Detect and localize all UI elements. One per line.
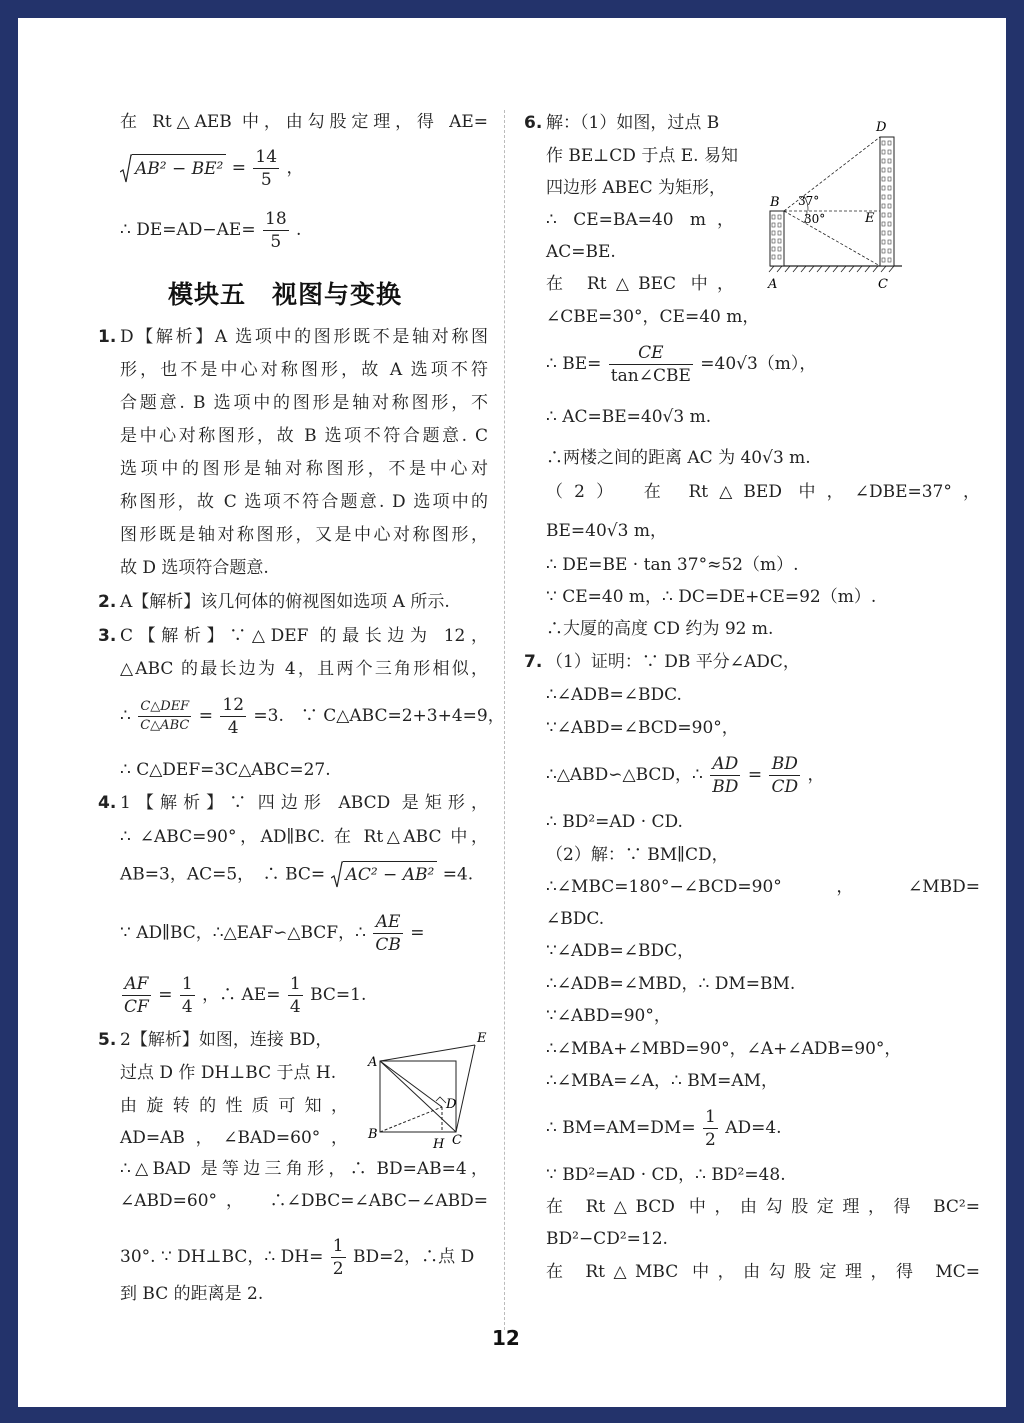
text: =3. ∵ C△ABC=2+3+4=9， [253, 706, 505, 726]
q6-line-8 [546, 342, 816, 387]
numerator: AE [373, 911, 403, 934]
fraction [122, 973, 151, 1018]
q1-line-1: D【解析】A 选项中的图形既不是轴对称图 [120, 327, 488, 347]
numerator: 1 [181, 974, 193, 994]
denominator: tan∠CBE [610, 366, 691, 386]
q7-line-1: （1）证明：∵ DB 平分∠ADC， [546, 652, 800, 672]
q7-line-9: ∵∠ADB=∠BDC， [546, 941, 695, 961]
q7-line-17: BD²−CD²=12. [546, 1229, 668, 1249]
numerator: BD [769, 753, 800, 776]
q6-line-6: 在 Rt△BEC 中， [546, 274, 734, 294]
numerator: 12 [222, 695, 245, 715]
numerator: 1 [332, 1236, 344, 1256]
denominator: 2 [704, 1130, 716, 1150]
q5-line-1: 2【解析】如图，连接 BD， [120, 1030, 333, 1050]
equals: = [747, 765, 763, 785]
page [18, 18, 1006, 1407]
text: ∴ BE= [546, 354, 602, 374]
q7-line-8: ∠BDC. [546, 909, 605, 929]
q7-line-2: ∴∠ADB=∠BDC. [546, 685, 682, 705]
text: 30°. ∵ DH⊥BC，∴ DH= [120, 1247, 324, 1267]
text: ，∴ AE= [202, 985, 281, 1005]
label-e: E [865, 211, 875, 226]
q1-line-6: 称图形，故 C 选项不符合题意. D 选项中的 [120, 492, 488, 512]
q6-line-3: 四边形 ABEC 为矩形， [546, 178, 726, 198]
q3-line-1: C【解析】∵△DEF 的最长边为 12， [120, 626, 488, 646]
text: AB=3，AC=5， ∴ BC= [120, 864, 326, 885]
q6-line-14: ∵ CE=40 m，∴ DC=DE+CE=92（m）. [546, 587, 877, 607]
equals: = [198, 706, 213, 726]
denominator: 4 [289, 997, 301, 1017]
q-prev-line-3 [120, 208, 301, 253]
sqrt-radicand: AC² − AB² [343, 861, 438, 889]
equals: = [410, 923, 425, 943]
q7-line-14 [546, 1106, 782, 1151]
fraction [138, 698, 191, 735]
denominator: CD [771, 777, 799, 797]
q3-line-2: △ABC 的最长边为 4，且两个三角形相似， [120, 659, 488, 679]
label-a: A [368, 1055, 378, 1070]
numerator: C△DEF [138, 698, 191, 717]
label-c: C [878, 277, 888, 292]
angle-37-label: 37° [798, 194, 820, 208]
q4-number: 4. [98, 793, 117, 813]
numerator: AF [122, 973, 151, 996]
q4-line-1: 1【解析】∵ 四边形 ABCD 是矩形， [120, 793, 488, 813]
q3-number: 3. [98, 626, 117, 646]
text: =4. [442, 864, 474, 885]
text: =40√3（m）， [700, 354, 817, 374]
text: ∵ AD∥BC，∴△EAF∽△BCF，∴ [120, 923, 366, 943]
q6-line-1: 解：（1）如图，过点 B [546, 113, 720, 133]
q5-figure [360, 1024, 496, 1150]
q6-line-4: ∴ CE=BA=40 m， [546, 210, 734, 230]
numerator: 1 [289, 974, 301, 994]
q6-figure [764, 118, 906, 296]
label-d: D [876, 120, 887, 135]
q4-line-5 [120, 973, 366, 1018]
q7-line-15: ∵ BD²=AD · CD，∴ BD²=48. [546, 1165, 786, 1185]
q4-line-2: ∴ ∠ABC=90°，AD∥BC. 在 Rt△ABC 中， [120, 827, 488, 847]
q6-line-15: ∴大厦的高度 CD 约为 92 m. [546, 619, 774, 639]
q6-number: 6. [524, 113, 543, 133]
numerator: 18 [265, 209, 287, 229]
q5-line-5: ∴△BAD 是等边三角形，∴ BD=AB=4， [120, 1159, 488, 1179]
section-heading: 模块五 视图与变换 [168, 280, 403, 309]
denominator: 5 [270, 232, 282, 252]
q6-line-2: 作 BE⊥CD 于点 E. 易知 [546, 146, 738, 166]
q3-line-4: ∴ C△DEF=3C△ABC=27. [120, 760, 331, 780]
fraction [220, 694, 246, 739]
q6-line-5: AC=BE. [546, 242, 616, 262]
q7-line-12: ∴∠MBA+∠MBD=90°，∠A+∠ADB=90°， [546, 1039, 902, 1059]
fraction [609, 342, 693, 387]
q7-line-11: ∵∠ABD=90°， [546, 1006, 671, 1026]
numerator: CE [609, 342, 693, 365]
text: BD=2，∴点 D [352, 1247, 475, 1267]
denominator: 5 [260, 170, 272, 190]
numerator: AD [710, 753, 740, 776]
q-prev-line-2 [120, 146, 303, 191]
text: ∴ [120, 706, 131, 726]
q7-number: 7. [524, 652, 543, 672]
q7-line-3: ∵∠ABD=∠BCD=90°， [546, 718, 739, 738]
fraction [769, 753, 800, 798]
q7-line-4 [546, 753, 825, 798]
q6-line-9: ∴ AC=BE=40√3 m. [546, 407, 712, 427]
q1-line-5: 选项中的图形是轴对称图形，不是中心对 [120, 459, 488, 479]
q4-line-3 [120, 861, 473, 889]
label-b: B [770, 195, 780, 210]
q6-line-13: ∴ DE=BE · tan 37°≈52（m）. [546, 555, 799, 575]
q7-line-5: ∴ BD²=AD · CD. [546, 812, 683, 832]
q5-line-7 [120, 1235, 474, 1280]
page-number: 12 [492, 1326, 520, 1350]
q2-line-1: A【解析】该几何体的俯视图如选项 A 所示. [120, 592, 450, 612]
text: ∴ DE=AD−AE= [120, 220, 256, 240]
q7-line-7: ∴∠MBC=180°−∠BCD=90°，∠MBD= [546, 877, 980, 897]
punct: ， [807, 765, 825, 785]
q7-line-16: 在 Rt△BCD 中，由勾股定理，得 BC²= [546, 1197, 980, 1217]
fraction [373, 911, 403, 956]
text: ∴ BM=AM=DM= [546, 1118, 696, 1138]
angle-30-label: 30° [804, 212, 826, 226]
q7-line-18: 在 Rt△MBC 中，由勾股定理，得 MC= [546, 1262, 980, 1282]
fraction [710, 753, 740, 798]
q4-line-4 [120, 911, 424, 956]
q7-line-6: （2）解：∵ BM∥CD， [546, 845, 729, 865]
label-b: B [368, 1127, 378, 1142]
denominator: CB [375, 935, 401, 955]
q5-line-3: 由旋转的性质可知， [120, 1096, 348, 1116]
sqrt-sign-icon [331, 861, 343, 889]
sqrt-radicand: AB² − BE² [132, 154, 226, 184]
fraction [253, 146, 279, 191]
punct: . [296, 220, 302, 240]
sqrt-expression [120, 154, 226, 184]
q6-line-11: （2） 在 Rt△BED 中，∠DBE=37°， [546, 482, 980, 502]
numerator: 14 [255, 147, 278, 167]
q1-line-3: 合题意. B 选项中的图形是轴对称图形，不 [120, 393, 488, 413]
fraction [331, 1235, 346, 1280]
q7-line-13: ∴∠MBA=∠A，∴ BM=AM， [546, 1071, 779, 1091]
q1-line-4: 是中心对称图形，故 B 选项不符合题意. C [120, 426, 488, 446]
sqrt-expression [331, 861, 438, 889]
q7-line-10: ∴∠ADB=∠MBD，∴ DM=BM. [546, 974, 796, 994]
q-prev-line-1: 在 Rt△AEB 中，由勾股定理，得 AE= [120, 112, 488, 132]
label-d: D [446, 1097, 457, 1112]
q6-line-10: ∴两楼之间的距离 AC 为 40√3 m. [546, 448, 811, 468]
denominator: C△ABC [140, 718, 190, 733]
sqrt-sign-icon [120, 154, 132, 184]
label-c: C [452, 1133, 462, 1148]
text: ∴△ABD∽△BCD，∴ [546, 765, 703, 785]
numerator: 1 [704, 1107, 716, 1127]
q1-number: 1. [98, 327, 117, 347]
text: AD=4. [725, 1118, 782, 1138]
q2-number: 2. [98, 592, 117, 612]
q1-line-7: 图形既是轴对称图形，又是中心对称图形， [120, 525, 488, 545]
label-a: A [768, 277, 778, 292]
fraction [288, 973, 303, 1018]
label-h: H [433, 1137, 445, 1150]
text: BC=1. [310, 985, 367, 1005]
denominator: CF [124, 997, 149, 1017]
q6-line-7: ∠CBE=30°，CE=40 m， [546, 307, 760, 327]
q5-number: 5. [98, 1030, 117, 1050]
q6-line-12: BE=40√3 m， [546, 521, 667, 541]
equals: = [231, 158, 247, 178]
q5-line-2: 过点 D 作 DH⊥BC 于点 H. [120, 1063, 337, 1083]
denominator: BD [712, 777, 739, 797]
q5-line-6: ∠ABD=60°， ∴∠DBC=∠ABC−∠ABD= [120, 1191, 488, 1211]
denominator: 4 [227, 718, 239, 738]
fraction [703, 1106, 718, 1151]
punct: ， [286, 158, 304, 178]
denominator: 2 [332, 1259, 344, 1279]
equals: = [158, 985, 173, 1005]
fraction [263, 208, 289, 253]
fraction [180, 973, 195, 1018]
q5-line-8: 到 BC 的距离是 2. [120, 1284, 264, 1304]
q1-line-8: 故 D 选项符合题意. [120, 558, 269, 578]
q3-line-3 [120, 694, 505, 739]
q1-line-2: 形，也不是中心对称图形，故 A 选项不符 [120, 360, 488, 380]
denominator: 4 [181, 997, 193, 1017]
q5-line-4: AD=AB，∠BAD=60°， [120, 1128, 348, 1148]
label-e: E [477, 1031, 487, 1046]
